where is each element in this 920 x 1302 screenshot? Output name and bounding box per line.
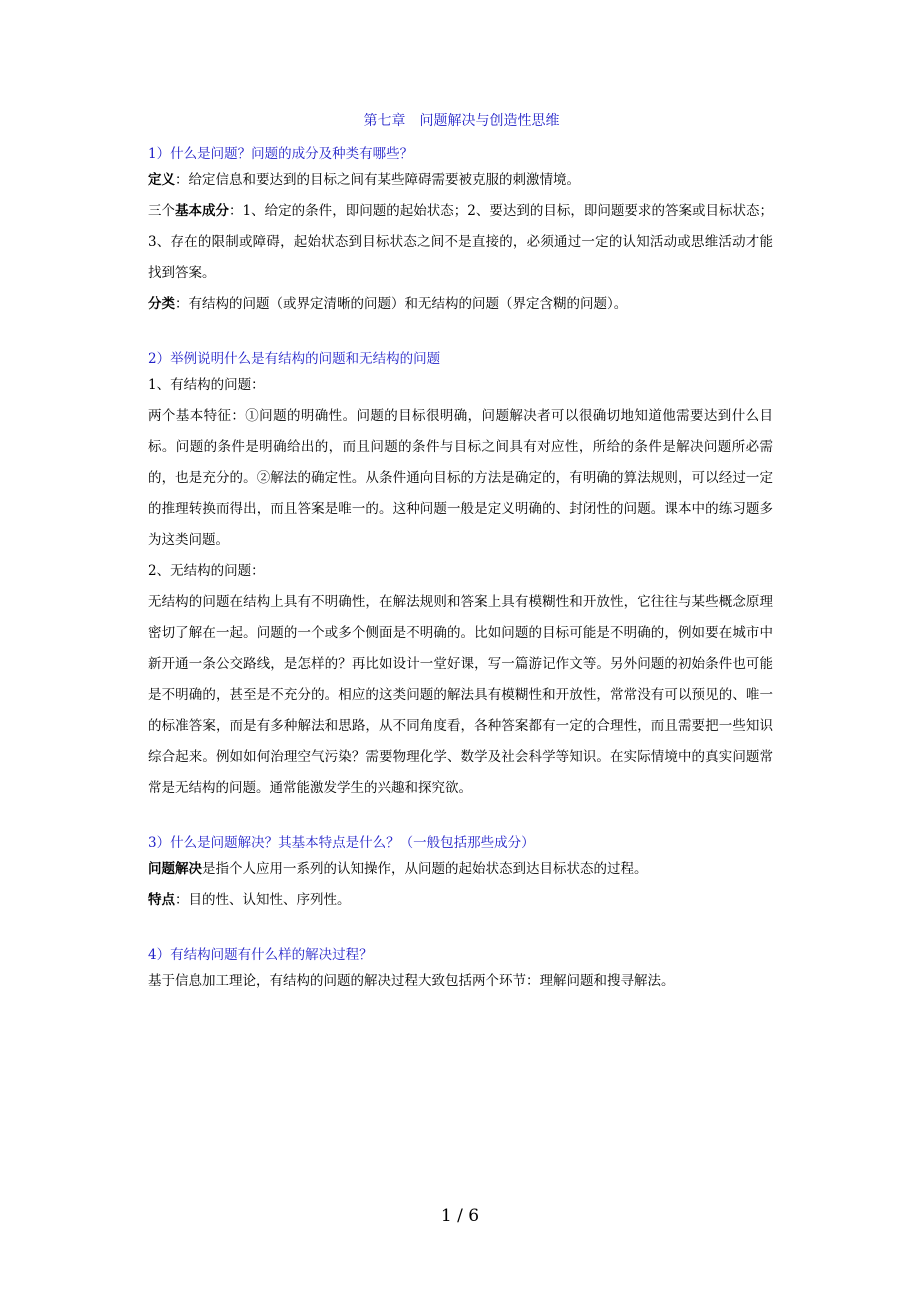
section-2-subheading-1: 1、有结构的问题： bbox=[148, 377, 265, 393]
features-text: ：目的性、认知性、序列性。 bbox=[175, 892, 351, 908]
spacer bbox=[148, 916, 773, 944]
section-2-paragraph-1: 两个基本特征：①问题的明确性。问题的目标很明确，问题解决者可以很确切地知道他需要达到什么目标。问题的条件是明确给出的，而且问题的条件与目标之间具有对应性，所给的条件是解决问题所必需的，也是充分的。②解法的确定性。从条件通向目标的方法是确定的，有明确的算法规则，可以经过一定的推理转换而得出，而且答案是唯一的。这种问题一般是定义明确的、封闭性的问题。课本中的练习题多为这类问题。 bbox=[148, 408, 773, 548]
section-3-question: 3）什么是问题解决？其基本特点是什么？（一般包括那些成分） bbox=[148, 835, 535, 851]
section-2-question: 2）举例说明什么是有结构的问题和无结构的问题 bbox=[148, 351, 441, 367]
components-prefix: 三个 bbox=[148, 203, 176, 219]
section-2-subheading-2: 2、无结构的问题： bbox=[148, 563, 265, 579]
section-3-definition bbox=[148, 854, 773, 885]
section-3-features bbox=[148, 885, 773, 916]
section-1-question: 1）什么是问题？问题的成分及种类有哪些？ bbox=[148, 146, 414, 162]
definition-label: 定义 bbox=[148, 172, 175, 188]
document-body bbox=[148, 110, 773, 997]
section-1-definition bbox=[148, 165, 773, 196]
classification-label: 分类 bbox=[148, 296, 175, 312]
spacer bbox=[148, 320, 773, 348]
problem-solving-text: 是指个人应用一系列的认知操作，从问题的起始状态到达目标状态的过程。 bbox=[202, 861, 648, 877]
components-text: ：1、给定的条件，即问题的起始状态；2、要达到的目标，即问题要求的答案或目标状态；3、存在的限制或障碍，起始状态到目标状态之间不是直接的，必须通过一定的认知活动或思维活动才能找到答案。 bbox=[148, 203, 773, 281]
components-label: 基本成分 bbox=[175, 203, 230, 219]
section-4-question: 4）有结构问题有什么样的解决过程？ bbox=[148, 947, 373, 963]
chapter-title: 第七章 问题解决与创造性思维 bbox=[363, 113, 560, 129]
spacer bbox=[148, 804, 773, 832]
problem-solving-label: 问题解决 bbox=[148, 861, 202, 877]
section-2-paragraph-2: 无结构的问题在结构上具有不明确性，在解法规则和答案上具有模糊性和开放性，它往往与某些概念原理密切了解在一起。问题的一个或多个侧面是不明确的。比如问题的目标可能是不明确的，例如要在城市中新开通一条公交路线，是怎样的？再比如设计一堂好课，写一篇游记作文等。另外问题的初始条件也可能是不明确的，甚至是不充分的。相应的这类问题的解法具有模糊性和开放性，常常没有可以预见的、唯一的标准答案，而是有多种解法和思路，从不同角度看，各种答案都有一定的合理性，而且需要把一些知识综合起来。例如如何治理空气污染？需要物理化学、数学及社会科学等知识。在实际情境中的真实问题常常是无结构的问题。通常能激发学生的兴趣和探究欲。 bbox=[148, 594, 773, 796]
page-number: 1 / 6 bbox=[440, 1206, 480, 1226]
section-4-paragraph: 基于信息加工理论，有结构的问题的解决过程大致包括两个环节：理解问题和搜寻解法。 bbox=[148, 973, 675, 989]
section-1-classification bbox=[148, 289, 773, 320]
features-label: 特点 bbox=[148, 892, 175, 908]
section-1-components bbox=[148, 196, 773, 289]
definition-text: ：给定信息和要达到的目标之间有某些障碍需要被克服的刺激情境。 bbox=[175, 172, 580, 188]
classification-text: ：有结构的问题（或界定清晰的问题）和无结构的问题（界定含糊的问题）。 bbox=[175, 296, 628, 312]
